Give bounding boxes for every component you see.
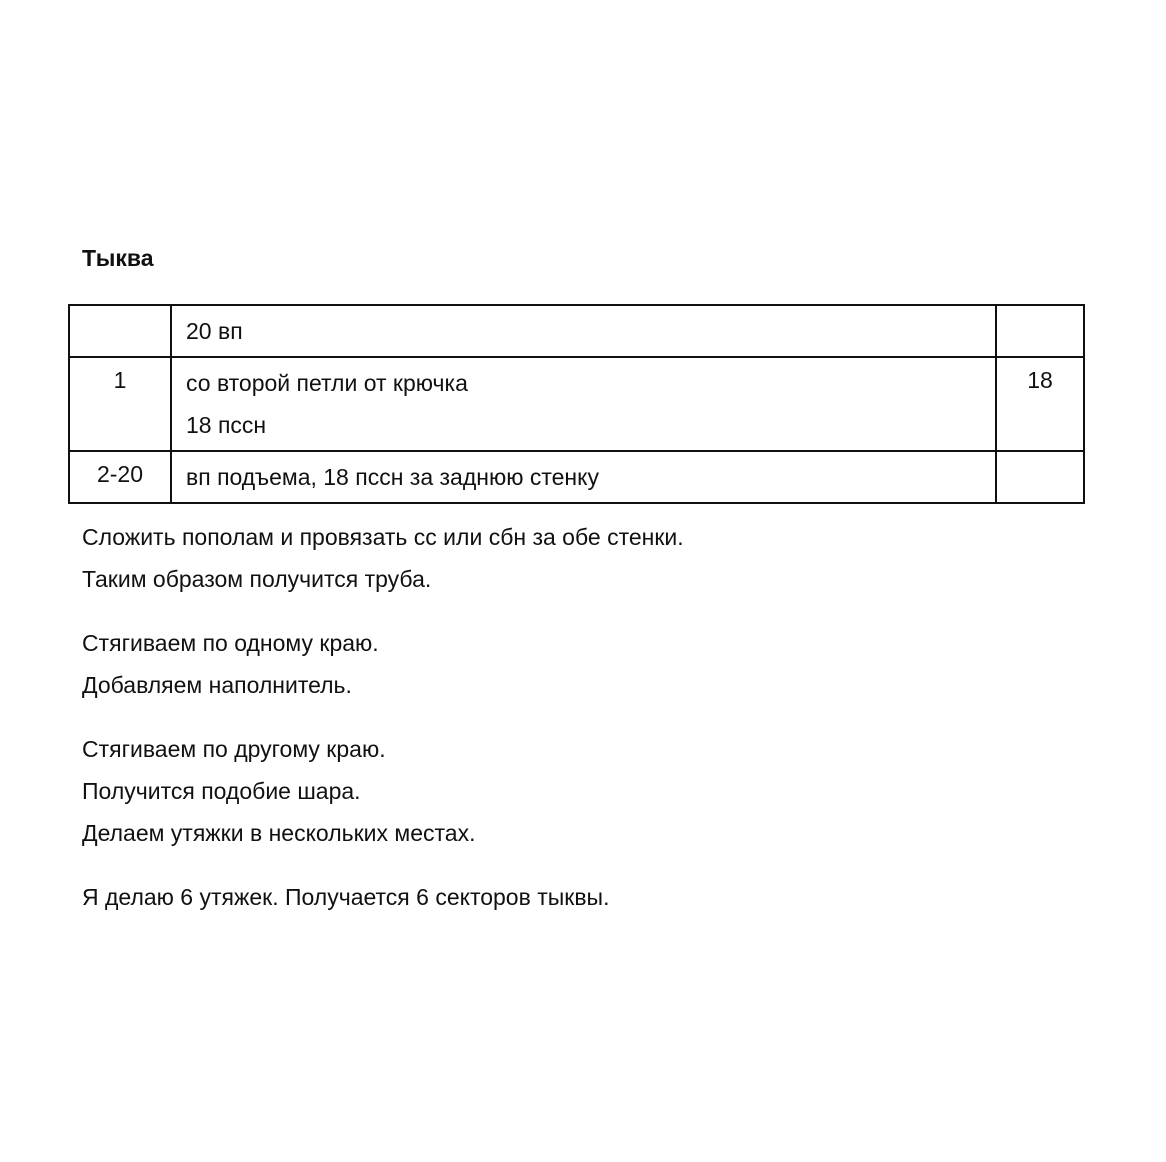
instruction-line: Получится подобие шара. [82,778,361,804]
description-line: со второй петли от крючка [186,370,468,396]
row-description-cell [171,357,996,451]
instructions-section [82,516,1082,940]
instruction-paragraph [82,516,1082,600]
description-line: 18 пссн [186,412,267,438]
instruction-line: Стягиваем по другому краю. [82,736,386,762]
instruction-line: Я делаю 6 утяжек. Получается 6 секторов тыквы. [82,884,610,910]
row-number-cell: 1 [69,357,171,451]
table-row [69,357,1084,451]
description-line: вп подъема, 18 пссн за заднюю стенку [186,464,599,490]
instruction-line: Таким образом получится труба. [82,566,432,592]
instruction-line: Добавляем наполнитель. [82,672,352,698]
instruction-line: Делаем утяжки в нескольких местах. [82,820,476,846]
table-row [69,451,1084,503]
instruction-paragraph [82,728,1082,854]
instruction-line: Стягиваем по одному краю. [82,630,379,656]
row-description-cell [171,451,996,503]
row-number-cell: 2-20 [69,451,171,503]
stitch-count-cell [996,305,1084,357]
row-description-cell [171,305,996,357]
pattern-table [68,304,1085,504]
stitch-count-cell [996,451,1084,503]
table-row [69,305,1084,357]
document-title: Тыква [82,245,154,271]
instruction-line: Сложить пополам и провязать сс или сбн за обе стенки. [82,524,684,550]
instruction-paragraph [82,876,1082,918]
row-number-cell [69,305,171,357]
stitch-count-cell: 18 [996,357,1084,451]
instruction-paragraph [82,622,1082,706]
description-line: 20 вп [186,318,243,344]
